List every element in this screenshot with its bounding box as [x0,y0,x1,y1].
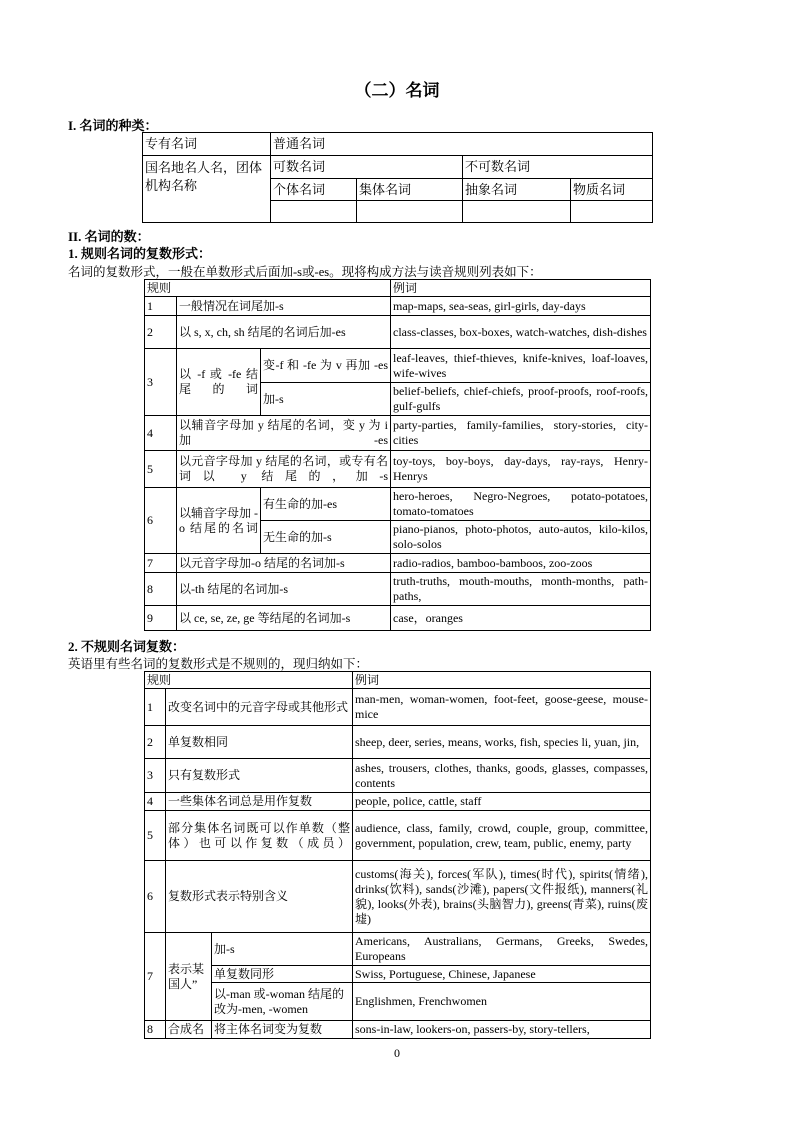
rule-text: 以 ce, se, ze, ge 等结尾的名词加-s [177,606,391,631]
row-number: 7 [145,554,177,573]
sub-rule-text: 无生命的加-s [261,521,391,554]
irregular-plural-table [144,671,651,1039]
cell-empty [357,201,463,223]
example-text: class-classes, box-boxes, watch-watches, dish-dishes [391,316,651,349]
cell-individual: 个体名词 [271,179,357,201]
cell-proper-noun: 专有名词 [143,133,271,156]
row-number: 1 [145,297,177,316]
cell-empty [463,201,571,223]
rule-text: 部分集体名词既可以作单数（整体）也可以作复数（成员） [166,811,353,861]
row-number: 2 [145,726,166,759]
row-number: 3 [145,349,177,416]
irregular-intro: 英语里有些名词的复数形式是不规则的，现归纳如下： [68,657,369,671]
row-number: 6 [145,488,177,554]
page-number: 0 [394,1046,400,1060]
row-number: 4 [145,793,166,811]
header-example: 例词 [353,672,651,689]
rule-text: 以辅音字母加 -o 结尾的名词 [177,488,261,554]
sub-rule-text: 单复数同形 [212,966,353,983]
section-heading-number: II. 名词的数： [68,229,150,244]
cell-countable: 可数名词 [271,156,463,179]
example-text: radio-radios, bamboo-bamboos, zoo-zoos [391,554,651,573]
sub-rule-text: 加-s [261,383,391,416]
row-number: 5 [145,811,166,861]
example-text: customs(海关), forces(军队), times(时代), spirits(情绪), drinks(饮料), sands(沙滩), papers(文件报纸), manners(礼貌), looks(外表), brains(头脑智力), greens(青菜), ruins(废墟) [353,861,651,933]
row-number: 6 [145,861,166,933]
example-text: party-parties, family-families, story-stories, city-cities [391,416,651,451]
rule-text: 合成名 [166,1021,212,1039]
example-text: audience, class, family, crowd, couple, group, committee, government, population, crew, team, public, enemy, party [353,811,651,861]
rule-text: 一般情况在词尾加-s [177,297,391,316]
example-text: case，oranges [391,606,651,631]
example-text: leaf-leaves, thief-thieves, knife-knives, loaf-loaves, wife-wives [391,349,651,383]
subheading-regular: 1. 规则名词的复数形式： [68,246,212,261]
example-text: man-men, woman-women, foot-feet, goose-geese, mouse-mice [353,689,651,726]
example-text: toy-toys, boy-boys, day-days, ray-rays, Henry-Henrys [391,451,651,488]
sub-rule-text: 变-f 和 -fe 为 v 再加 -es [261,349,391,383]
example-text: ashes, trousers, clothes, thanks, goods, glasses, compasses, contents [353,759,651,793]
rule-text: 改变名词中的元音字母或其他形式 [166,689,353,726]
header-rule: 规则 [145,672,353,689]
example-text: people, police, cattle, staff [353,793,651,811]
rule-text: 单复数相同 [166,726,353,759]
rule-text: 一些集体名词总是用作复数 [166,793,353,811]
example-text: belief-beliefs, chief-chiefs, proof-proofs, roof-roofs, gulf-gulfs [391,383,651,416]
example-text: map-maps, sea-seas, girl-girls, day-days [391,297,651,316]
noun-kinds-table [142,132,653,223]
header-rule: 规则 [145,280,391,297]
rule-text: 表示某国人” [166,933,212,1021]
row-number: 2 [145,316,177,349]
example-text: Americans, Australians, Germans, Greeks, Swedes, Europeans [353,933,651,966]
page-title: （二）名词 [354,81,440,100]
sub-rule-text: 有生命的加-es [261,488,391,521]
row-number: 7 [145,933,166,1021]
cell-collective: 集体名词 [357,179,463,201]
example-text: Swiss, Portuguese, Chinese, Japanese [353,966,651,983]
header-example: 例词 [391,280,651,297]
row-number: 8 [145,573,177,606]
example-text: sons-in-law, lookers-on, passers-by, story-tellers, [353,1021,651,1039]
subheading-irregular: 2. 不规则名词复数： [68,639,186,654]
sub-rule-text: 将主体名词变为复数 [212,1021,353,1039]
rule-text: 复数形式表示特别含义 [166,861,353,933]
cell-uncountable: 不可数名词 [463,156,653,179]
regular-intro: 名词的复数形式，一般在单数形式后面加-s或-es。现将构成方法与读音规则列表如下： [68,265,542,279]
row-number: 8 [145,1021,166,1039]
cell-common-noun: 普通名词 [271,133,653,156]
example-text: piano-pianos, photo-photos, auto-autos, kilo-kilos, solo-solos [391,521,651,554]
rule-text: 以辅音字母加 y 结尾的名词，变 y 为 i 加-es [177,416,391,451]
example-text: hero-heroes, Negro-Negroes, potato-potatoes, tomato-tomatoes [391,488,651,521]
rule-text: 只有复数形式 [166,759,353,793]
example-text: Englishmen, Frenchwomen [353,983,651,1021]
rule-text: 以 -f 或 -fe 结尾的词 [177,349,261,416]
cell-empty [571,201,653,223]
regular-plural-table [144,279,651,631]
sub-rule-text: 以-man 或-woman 结尾的改为-men, -women [212,983,353,1021]
example-text: sheep, deer, series, means, works, fish, species li, yuan, jin, [353,726,651,759]
row-number: 9 [145,606,177,631]
row-number: 4 [145,416,177,451]
sub-rule-text: 加-s [212,933,353,966]
cell-proper-desc: 国名地名人名，团体机构名称 [143,156,271,223]
row-number: 3 [145,759,166,793]
example-text: truth-truths, mouth-mouths, month-months, path-paths, [391,573,651,606]
section-heading-kinds: I. 名词的种类： [68,118,158,133]
cell-empty [271,201,357,223]
row-number: 5 [145,451,177,488]
cell-material: 物质名词 [571,179,653,201]
rule-text: 以元音字母加 y 结尾的名词，或专有名词以 y 结尾的，加-s [177,451,391,488]
row-number: 1 [145,689,166,726]
cell-abstract: 抽象名词 [463,179,571,201]
rule-text: 以 s, x, ch, sh 结尾的名词后加-es [177,316,391,349]
rule-text: 以-th 结尾的名词加-s [177,573,391,606]
rule-text: 以元音字母加-o 结尾的名词加-s [177,554,391,573]
